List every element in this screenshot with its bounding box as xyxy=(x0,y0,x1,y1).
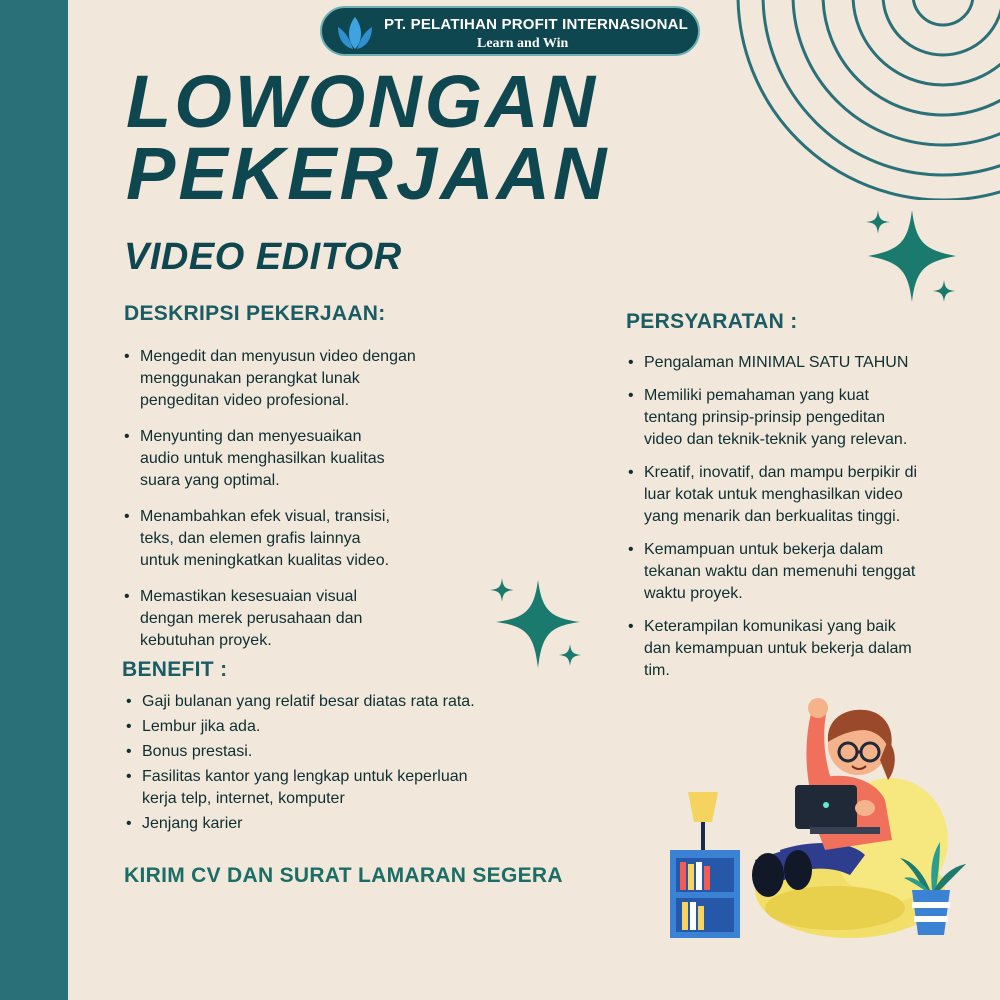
call-to-action: KIRIM CV DAN SURAT LAMARAN SEGERA xyxy=(124,864,563,887)
headline-line-2: PEKERJAAN xyxy=(126,132,610,215)
list-item: • Keterampilan komunikasi yang baik dan kemampuan untuk bekerja dalam tim. xyxy=(628,616,988,682)
list-item: • Fasilitas kantor yang lengkap untuk keperluan kerja telp, internet, komputer xyxy=(126,766,566,810)
sparkle-icon xyxy=(488,576,584,672)
left-accent-bar xyxy=(0,0,68,1000)
list-item: • Memiliki pemahaman yang kuat tentang prinsip-prinsip pengeditan video dan teknik-teknik yang relevan. xyxy=(628,385,988,451)
lotus-logo-icon xyxy=(334,13,376,53)
list-item: • Mengedit dan menyusun video dengan menggunakan perangkat lunak pengeditan video profesional. xyxy=(124,346,524,412)
page-headline xyxy=(126,60,610,215)
benefits-list xyxy=(126,691,566,838)
benefits-title: BENEFIT : xyxy=(122,658,228,681)
list-item: • Memastikan kesesuaian visual dengan merek perusahaan dan kebutuhan proyek. xyxy=(124,586,524,652)
company-name: PT. PELATIHAN PROFIT INTERNASIONAL xyxy=(384,16,689,33)
concentric-circles-decoration xyxy=(735,0,1000,200)
job-description-title: DESKRIPSI PEKERJAAN: xyxy=(124,302,386,325)
list-item: • Lembur jika ada. xyxy=(126,716,566,738)
person-with-laptop-illustration xyxy=(660,690,990,945)
list-item: • Kemampuan untuk bekerja dalam tekanan waktu dan memenuhi tenggat waktu proyek. xyxy=(628,539,988,605)
list-item: • Pengalaman MINIMAL SATU TAHUN xyxy=(628,352,988,374)
list-item: • Gaji bulanan yang relatif besar diatas rata rata. xyxy=(126,691,566,713)
requirements-list xyxy=(628,352,988,693)
position-title: VIDEO EDITOR xyxy=(124,236,402,278)
requirements-title: PERSYARATAN : xyxy=(626,310,798,333)
company-logo-banner xyxy=(320,6,700,56)
list-item: • Kreatif, inovatif, dan mampu berpikir di luar kotak untuk menghasilkan video yang menarik dan berkualitas tinggi. xyxy=(628,462,988,528)
list-item: • Menambahkan efek visual, transisi, teks, dan elemen grafis lainnya untuk meningkatkan kualitas video. xyxy=(124,506,524,572)
job-description-list xyxy=(124,346,524,666)
headline-line-1: LOWONGAN xyxy=(126,60,599,143)
company-tagline: Learn and Win xyxy=(477,36,569,51)
list-item: • Bonus prestasi. xyxy=(126,741,566,763)
list-item: • Menyunting dan menyesuaikan audio untuk menghasilkan kualitas suara yang optimal. xyxy=(124,426,524,492)
list-item: • Jenjang karier xyxy=(126,813,566,835)
sparkle-icon xyxy=(864,208,959,304)
